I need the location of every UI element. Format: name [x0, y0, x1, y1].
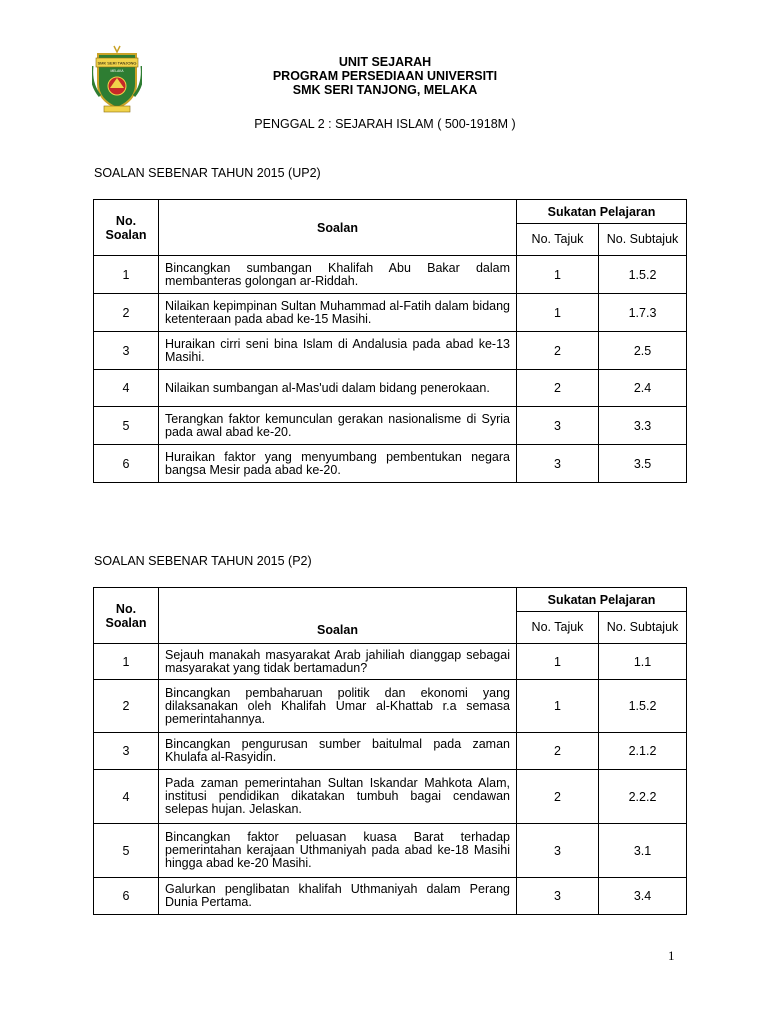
header-no-tajuk: No. Tajuk: [517, 612, 599, 644]
table-row: 6 Galurkan penglibatan khalifah Uthmaniyah dalam Perang Dunia Pertama. 3 3.4: [94, 878, 687, 915]
table-row: 4 Pada zaman pemerintahan Sultan Iskandar Mahkota Alam, institusi pendidikan dikatakan tumbuh bagai cendawan selepas hujan. Jelaskan. 2 2.2.2: [94, 770, 687, 824]
document-header: [140, 55, 630, 97]
header-no-soalan: No. Soalan: [94, 588, 159, 644]
table-row: 2 Nilaikan kepimpinan Sultan Muhammad al-Fatih dalam bidang ketenteraan pada abad ke-15 Masihi. 1 1.7.3: [94, 294, 687, 332]
header-unit: UNIT SEJARAH: [338, 55, 432, 69]
header-no-soalan: No. Soalan: [94, 200, 159, 256]
section-title-up2: SOALAN SEBENAR TAHUN 2015 (UP2): [94, 166, 321, 180]
header-no-subtajuk: No. Subtajuk: [599, 612, 687, 644]
table-row: 6 Huraikan faktor yang menyumbang pembentukan negara bangsa Mesir pada abad ke-20. 3 3.5: [94, 445, 687, 483]
svg-text:SMK SERI TANJONG: SMK SERI TANJONG: [97, 60, 137, 66]
header-soalan: Soalan: [159, 200, 517, 256]
header-soalan: Soalan: [159, 588, 517, 644]
header-program: PROGRAM PERSEDIAAN UNIVERSITI: [272, 69, 498, 83]
header-sukatan: Sukatan Pelajaran: [517, 200, 687, 224]
table-row: 5 Terangkan faktor kemunculan gerakan nasionalisme di Syria pada awal abad ke-20. 3 3.3: [94, 407, 687, 445]
header-no-subtajuk: No. Subtajuk: [599, 224, 687, 256]
table-row: 4 Nilaikan sumbangan al-Mas'udi dalam bidang penerokaan. 2 2.4: [94, 370, 687, 407]
table-row: 2 Bincangkan pembaharuan politik dan ekonomi yang dilaksanakan oleh Khalifah Umar al-Khattab r.a semasa pemerintahannya. 1 1.5.2: [94, 680, 687, 733]
svg-text:MELAKA: MELAKA: [110, 69, 124, 73]
page-number: 1: [668, 948, 675, 963]
header-school: SMK SERI TANJONG, MELAKA: [292, 83, 478, 97]
header-no-tajuk: No. Tajuk: [517, 224, 599, 256]
table-row: 3 Huraikan cirri seni bina Islam di Andalusia pada abad ke-13 Masihi. 2 2.5: [94, 332, 687, 370]
school-crest-logo: [92, 44, 142, 116]
table-row: 1 Sejauh manakah masyarakat Arab jahiliah dianggap sebagai masyarakat yang tidak bertamadun? 1 1.1: [94, 644, 687, 680]
table-row: 3 Bincangkan pengurusan sumber baitulmal pada zaman Khulafa al-Rasyidin. 2 2.1.2: [94, 733, 687, 770]
penggal-title: PENGGAL 2 : SEJARAH ISLAM ( 500-1918M ): [254, 117, 516, 131]
header-sukatan: Sukatan Pelajaran: [517, 588, 687, 612]
questions-table-p2: [93, 587, 687, 915]
table-row: 1 Bincangkan sumbangan Khalifah Abu Bakar dalam membanteras golongan ar-Riddah. 1 1.5.2: [94, 256, 687, 294]
section-title-p2: SOALAN SEBENAR TAHUN 2015 (P2): [94, 554, 312, 568]
table-row: 5 Bincangkan faktor peluasan kuasa Barat terhadap pemerintahan kerajaan Uthmaniyah pada abad ke-18 Masihi hingga abad ke-20 Masihi. 3 3.1: [94, 824, 687, 878]
questions-table-up2: [93, 199, 687, 483]
